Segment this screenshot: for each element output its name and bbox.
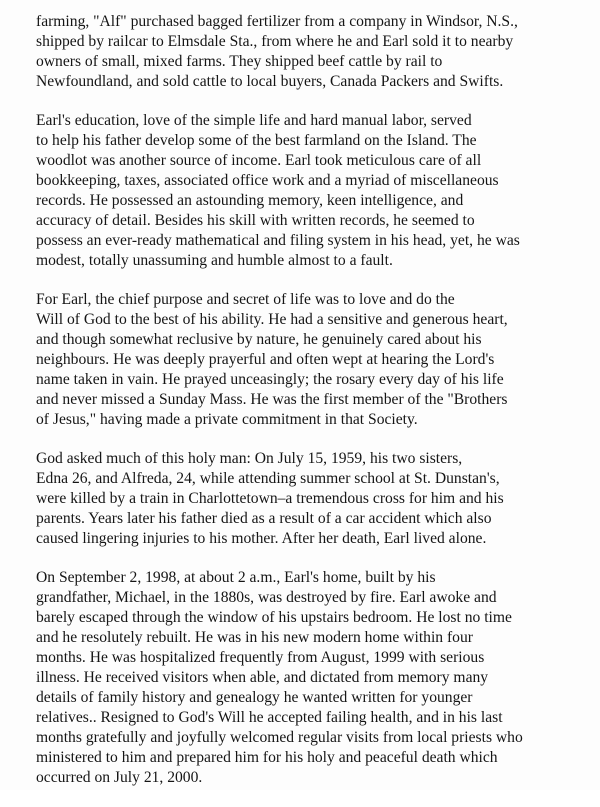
paragraph-farming: farming, "Alf" purchased bagged fertilizer from a company in Windsor, N.S., shipped by railcar to Elmsdale Sta., from where he and Earl sold it to nearby owners of small, mixed farms. They shipped beef cattle by rail to Newfoundland, and sold cattle to local buyers, Canada Packers and Swifts.: [36, 13, 518, 90]
paragraph-tragedy: God asked much of this holy man: On July 15, 1959, his two sisters, Edna 26, and Alfreda, 24, while attending summer school at St. Dunstan's, were killed by a train in Charlottetown–a tremendous cross for him and his parents. Years later his father died as a result of a car accident which also caused lingering injuries to his mother. After her death, Earl lived alone.: [36, 450, 504, 547]
paragraph-fire-and-death: On September 2, 1998, at about 2 a.m., Earl's home, built by his grandfather, Michael, in the 1880s, was destroyed by fire. Earl awoke and barely escaped through the window of his upstairs bedroom. He lost no time and he resolutely rebuilt. He was in his new modern home within four months. He was hospitalized frequently from August, 1999 with serious illness. He received visitors when able, and dictated from memory many details of family history and genealogy he wanted written for younger relatives.. Resigned to God's Will he accepted failing health, and in his last months gratefully and joyfully welcomed regular visits from local priests who ministered to him and prepared him for his holy and peaceful death which occurred on July 21, 2000.: [36, 569, 523, 786]
paragraph-faith: For Earl, the chief purpose and secret of life was to love and do the Will of God to the best of his ability. He had a sensitive and generous heart, and though somewhat reclusive by nature, he genuinely cared about his neighbours. He was deeply prayerful and often wept at hearing the Lord's name taken in vain. He prayed unceasingly; the rosary every day of his life and never missed a Sunday Mass. He was the first member of the "Brothers of Jesus," having made a private commitment in that Society.: [36, 291, 508, 428]
paragraph-education: Earl's education, love of the simple life and hard manual labor, served to help his father develop some of the best farmland on the Island. The woodlot was another source of income. Earl took meticulous care of all bookkeeping, taxes, associated office work and a myriad of miscellaneous records. He possessed an astounding memory, keen intelligence, and accuracy of detail. Besides his skill with written records, he seemed to possess an ever-ready mathematical and filing system in his head, yet, he was modest, totally unassuming and humble almost to a fault.: [36, 112, 520, 269]
document-body: [36, 12, 582, 807]
